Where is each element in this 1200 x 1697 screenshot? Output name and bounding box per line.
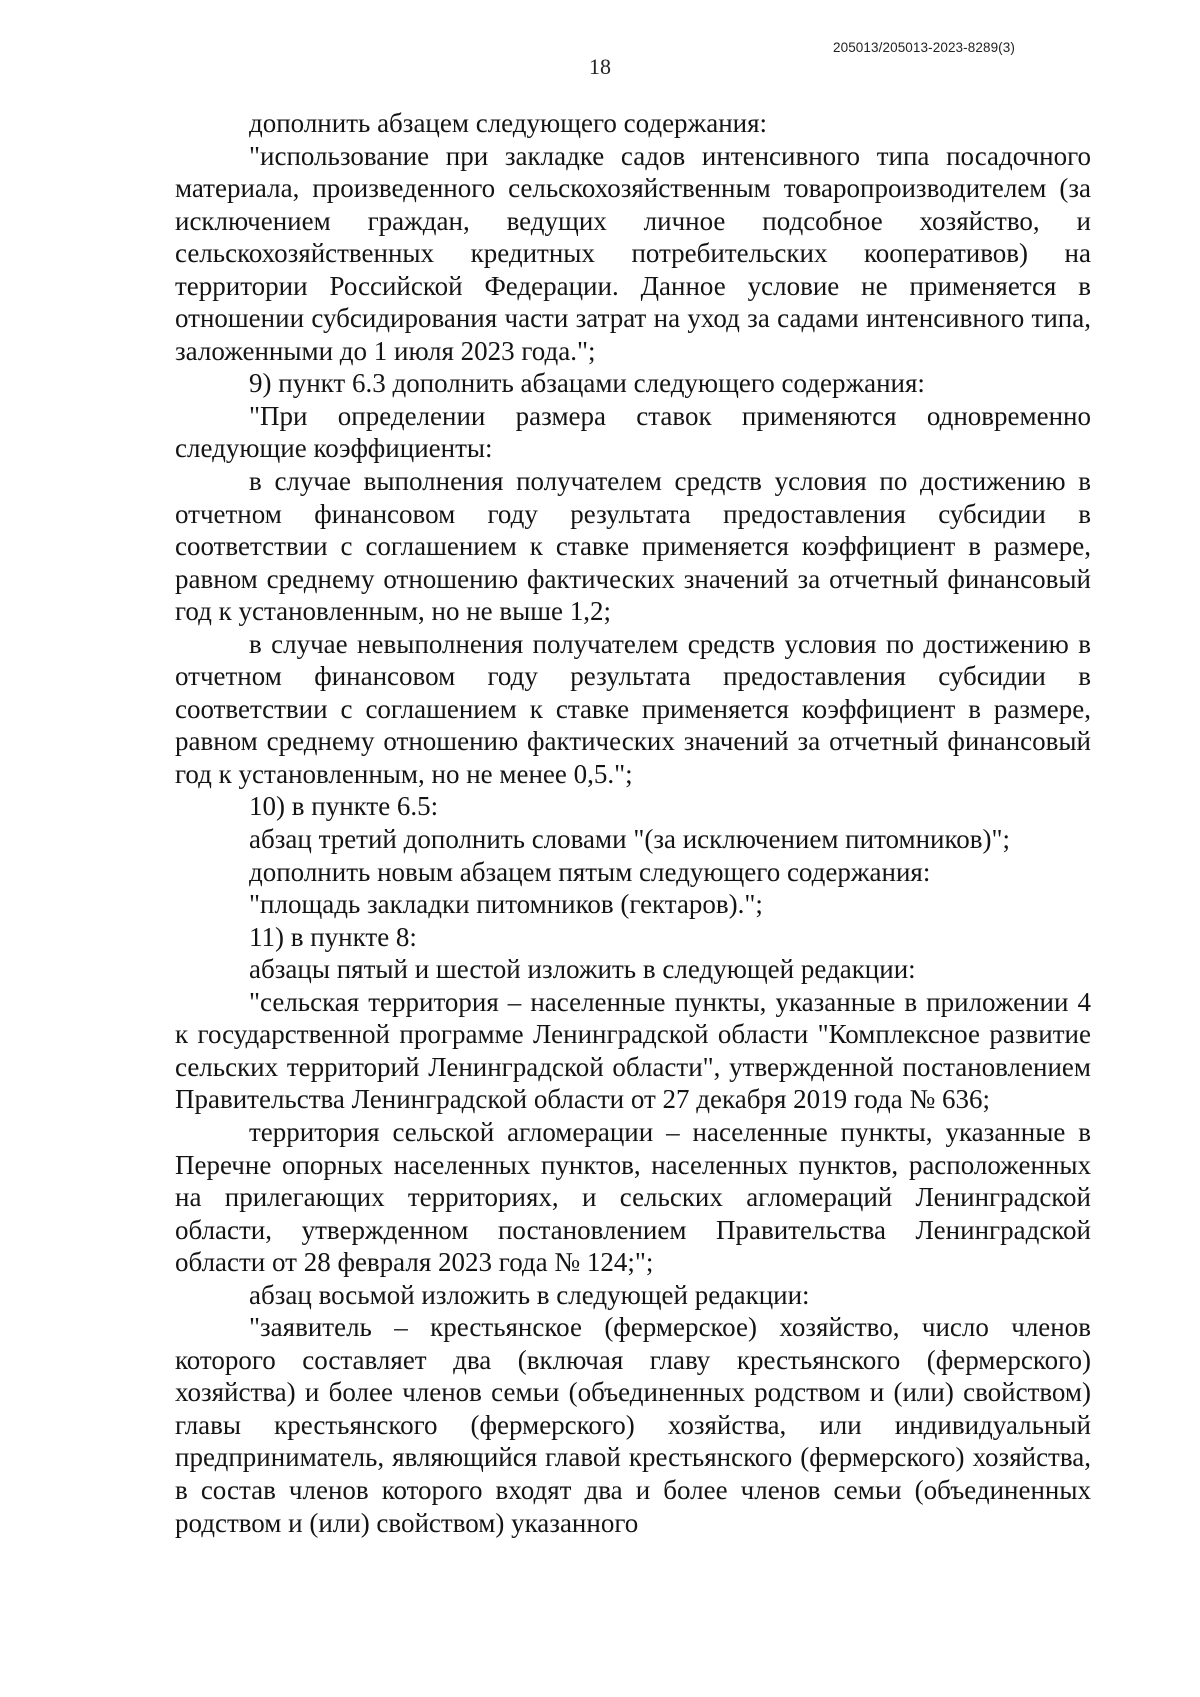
paragraph: абзацы пятый и шестой изложить в следующей редакции: xyxy=(249,954,916,985)
paragraph: 10) в пункте 6.5: xyxy=(249,791,439,822)
paragraph: 9) пункт 6.3 дополнить абзацами следующего содержания: xyxy=(249,368,925,399)
paragraph: абзац восьмой изложить в следующей редакции: xyxy=(249,1279,810,1310)
paragraph: территория сельской агломерации – населенные пункты, указанные в Перечне опорных населенных пунктов, населенных пунктов, расположенных на прилегающих территориях, и сельских агломераций Ленинградской области, утвержденном постановлением Правительства Ленинградской области от 28 февраля 2023 года № 124;"; xyxy=(175,1116,1091,1278)
document-registration-code: 205013/205013-2023-8289(3) xyxy=(832,40,1015,55)
paragraph: "сельская территория – населенные пункты, указанные в приложении 4 к государственной программе Ленинградской области "Комплексное развитие сельских территорий Ленинградской области", утвержденной постановлением Правительства Ленинградской области от 27 декабря 2019 года № 636; xyxy=(175,986,1091,1115)
paragraph: "заявитель – крестьянское (фермерское) хозяйство, число членов которого составляет два (включая главу крестьянского (фермерского) хозяйства) и более членов семьи (объединенных родством и (или) свойством) главы крестьянского (фермерского) хозяйства, или индивидуальный предприниматель, являющийся главой крестьянского (фермерского) хозяйства, в состав членов которого входят два и более членов семьи (объединенных родством и (или) свойством) указанного xyxy=(175,1312,1091,1538)
paragraph: дополнить абзацем следующего содержания: xyxy=(249,108,768,138)
paragraph: 11) в пункте 8: xyxy=(249,921,417,952)
page-number: 18 xyxy=(589,54,611,79)
paragraph: дополнить новым абзацем пятым следующего содержания: xyxy=(249,856,931,887)
paragraph: в случае выполнения получателем средств условия по достижению в отчетном финансовом году результата предоставления субсидии в соответствии с соглашением к ставке применяется коэффициент в размере, равном среднему отношению фактических значений за отчетный финансовый год к установленным, но не выше 1,2; xyxy=(175,466,1091,627)
paragraph: в случае невыполнения получателем средств условия по достижению в отчетном финансовом году результата предоставления субсидии в соответствии с соглашением к ставке применяется коэффициент в размере, равном среднему отношению фактических значений за отчетный финансовый год к установленным, но не менее 0,5."; xyxy=(175,628,1091,789)
document-body xyxy=(175,107,1091,1539)
paragraph: "При определении размера ставок применяются одновременно следующие коэффициенты: xyxy=(175,400,1091,464)
paragraph: "площадь закладки питомников (гектаров)."; xyxy=(249,889,763,920)
paragraph: абзац третий дополнить словами "(за исключением питомников)"; xyxy=(249,824,1010,855)
paragraph: "использование при закладке садов интенсивного типа посадочного материала, произведенного сельскохозяйственным товаропроизводителем (за исключением граждан, ведущих личное подсобное хозяйство, и сельскохозяйственных кредитных потребительских кооперативов) на территории Российской Федерации. Данное условие не применяется в отношении субсидирования части затрат на уход за садами интенсивного типа, заложенными до 1 июля 2023 года."; xyxy=(175,140,1091,366)
